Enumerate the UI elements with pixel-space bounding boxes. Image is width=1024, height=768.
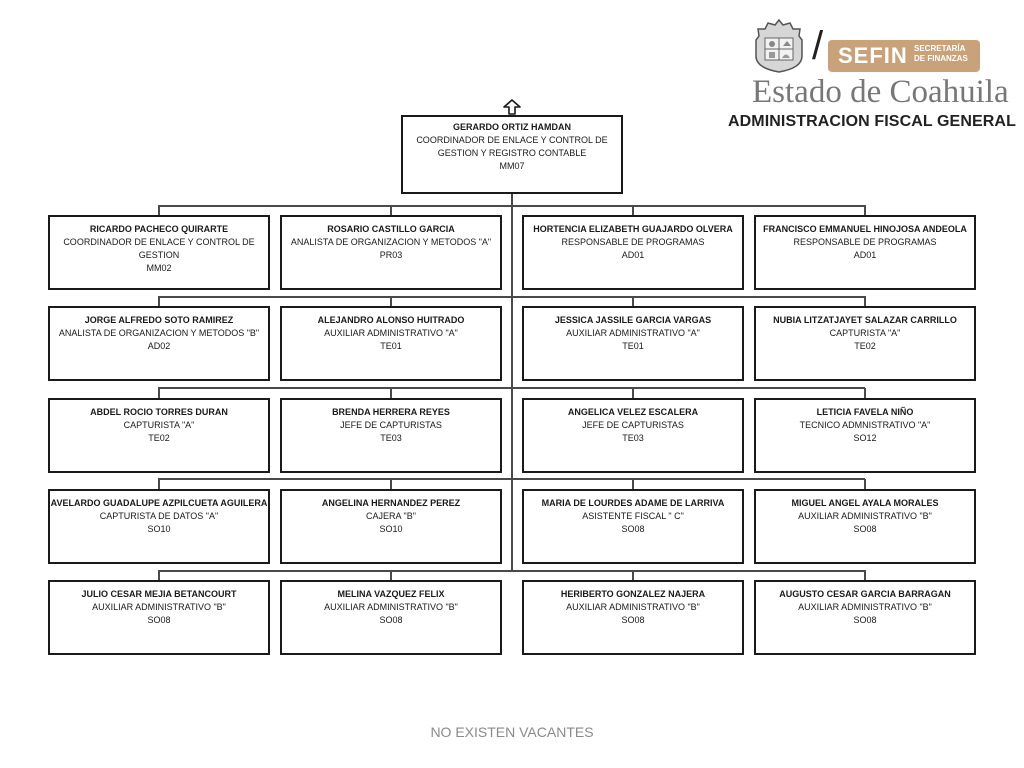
row3-connector: [158, 387, 865, 389]
position-title: AUXILIAR ADMINISTRATIVO "B": [324, 602, 458, 612]
position-name: ALEJANDRO ALONSO HUITRADO: [317, 315, 465, 325]
position-name: NUBIA LITZATJAYET SALAZAR CARRILLO: [773, 315, 957, 325]
position-code: TE01: [622, 341, 644, 351]
header-logo: [728, 14, 1018, 136]
drop-connector: [158, 479, 160, 489]
position-name: JORGE ALFREDO SOTO RAMIREZ: [84, 315, 234, 325]
position-name: MIGUEL ANGEL AYALA MORALES: [791, 498, 939, 508]
row4-connector: [158, 478, 865, 480]
position-box: [754, 489, 976, 564]
position-name: RICARDO PACHECO QUIRARTE: [89, 224, 229, 234]
root-code: MM07: [499, 161, 525, 171]
position-box: [754, 215, 976, 290]
agency-name: ADMINISTRACION FISCAL GENERAL: [728, 113, 1016, 130]
position-name: BRENDA HERRERA REYES: [332, 407, 450, 417]
sefin-badge: [828, 40, 980, 72]
position-box: [522, 306, 744, 381]
drop-connector: [158, 388, 160, 398]
position-box: [754, 398, 976, 473]
position-name: ABDEL ROCIO TORRES DURAN: [90, 407, 228, 417]
drop-connector: [864, 205, 866, 215]
position-code: TE01: [380, 341, 402, 351]
position-box: [280, 580, 502, 655]
position-name: HORTENCIA ELIZABETH GUAJARDO OLVERA: [533, 224, 733, 234]
root-title: COORDINADOR DE ENLACE Y CONTROL DE GESTION Y REGISTRO CONTABLE: [416, 135, 608, 158]
drop-connector: [864, 479, 866, 489]
drop-connector: [864, 296, 866, 306]
drop-connector: [632, 570, 634, 580]
position-code: SO08: [621, 524, 645, 534]
position-box: [522, 215, 744, 290]
position-name: FRANCISCO EMMANUEL HINOJOSA ANDEOLA: [763, 224, 967, 234]
root-name: GERARDO ORTIZ HAMDAN: [453, 122, 571, 132]
row5-connector: [158, 570, 865, 572]
position-name: ANGELINA HERNANDEZ PEREZ: [321, 498, 461, 508]
position-title: TECNICO ADMNISTRATIVO "A": [799, 420, 931, 430]
position-title: RESPONSABLE DE PROGRAMAS: [793, 237, 937, 247]
position-title: JEFE DE CAPTURISTAS: [340, 420, 442, 430]
position-code: SO12: [853, 433, 877, 443]
position-code: SO08: [853, 615, 877, 625]
position-box: [280, 398, 502, 473]
position-code: SO08: [147, 615, 171, 625]
position-code: TE03: [380, 433, 402, 443]
position-title: CAJERA "B": [366, 511, 416, 521]
position-name: JULIO CESAR MEJIA BETANCOURT: [81, 589, 237, 599]
drop-connector: [390, 296, 392, 306]
position-title: CAPTURISTA "A": [829, 328, 901, 338]
position-name: HERIBERTO GONZALEZ NAJERA: [560, 589, 706, 599]
row1-connector: [158, 205, 865, 207]
position-code: SO08: [379, 615, 403, 625]
position-box: [280, 306, 502, 381]
drop-connector: [390, 205, 392, 215]
position-name: JESSICA JASSILE GARCIA VARGAS: [554, 315, 712, 325]
position-code: SO10: [147, 524, 171, 534]
position-box: [522, 580, 744, 655]
coat-of-arms-icon: [752, 18, 806, 74]
row2-connector: [158, 296, 865, 298]
position-code: SO10: [379, 524, 403, 534]
position-name: AUGUSTO CESAR GARCIA BARRAGAN: [779, 589, 951, 599]
drop-connector: [632, 205, 634, 215]
position-code: AD02: [147, 341, 171, 351]
drop-connector: [864, 570, 866, 580]
position-title: ANALISTA DE ORGANIZACION Y METODOS "A": [290, 237, 492, 247]
position-box: [754, 306, 976, 381]
position-code: MM02: [146, 263, 172, 273]
position-code: SO08: [621, 615, 645, 625]
position-code: SO08: [853, 524, 877, 534]
position-box: [280, 489, 502, 564]
position-box: [522, 489, 744, 564]
position-title: RESPONSABLE DE PROGRAMAS: [561, 237, 705, 247]
position-name: MARIA DE LOURDES ADAME DE LARRIVA: [541, 498, 725, 508]
position-title: ANALISTA DE ORGANIZACION Y METODOS "B": [58, 328, 260, 338]
position-title: COORDINADOR DE ENLACE Y CONTROL DE GESTION: [63, 237, 255, 260]
position-name: MELINA VAZQUEZ FELIX: [337, 589, 445, 599]
position-code: PR03: [379, 250, 403, 260]
position-code: AD01: [621, 250, 645, 260]
position-code: AD01: [853, 250, 877, 260]
position-box: [48, 398, 270, 473]
position-code: TE03: [622, 433, 644, 443]
drop-connector: [390, 388, 392, 398]
position-box: [280, 215, 502, 290]
position-box: [48, 489, 270, 564]
logo-divider: /: [812, 24, 824, 68]
position-title: JEFE DE CAPTURISTAS: [582, 420, 684, 430]
position-box: [48, 580, 270, 655]
position-box: [754, 580, 976, 655]
vacancy-note: NO EXISTEN VACANTES: [430, 724, 594, 740]
drop-connector: [158, 570, 160, 580]
position-name: ROSARIO CASTILLO GARCIA: [327, 224, 455, 234]
drop-connector: [390, 479, 392, 489]
position-title: AUXILIAR ADMINISTRATIVO "B": [92, 602, 226, 612]
position-box: [522, 398, 744, 473]
position-name: AVELARDO GUADALUPE AZPILCUETA AGUILERA: [50, 498, 268, 508]
org-root-box: [401, 115, 623, 194]
position-title: AUXILIAR ADMINISTRATIVO "A": [324, 328, 458, 338]
position-box: [48, 306, 270, 381]
position-name: ANGELICA VELEZ ESCALERA: [567, 407, 699, 417]
position-title: AUXILIAR ADMINISTRATIVO "B": [798, 602, 932, 612]
position-title: AUXILIAR ADMINISTRATIVO "A": [566, 328, 700, 338]
drop-connector: [632, 296, 634, 306]
sefin-subtitle: SECRETARÍA DE FINANZAS: [914, 44, 968, 63]
trunk-connector: [511, 194, 513, 572]
position-code: TE02: [854, 341, 876, 351]
position-title: ASISTENTE FISCAL " C": [582, 511, 684, 521]
position-title: AUXILIAR ADMINISTRATIVO "B": [566, 602, 700, 612]
state-name: Estado de Coahuila: [752, 74, 1009, 110]
drop-connector: [158, 205, 160, 215]
drop-connector: [632, 388, 634, 398]
position-title: CAPTURISTA "A": [123, 420, 195, 430]
position-box: [48, 215, 270, 290]
drop-connector: [864, 388, 866, 398]
position-code: TE02: [148, 433, 170, 443]
position-name: LETICIA FAVELA NIÑO: [816, 407, 914, 417]
org-root-arrow-icon: [503, 99, 521, 115]
position-title: CAPTURISTA DE DATOS "A": [99, 511, 219, 521]
sefin-wordmark: SEFIN: [838, 43, 908, 68]
drop-connector: [390, 570, 392, 580]
drop-connector: [158, 296, 160, 306]
drop-connector: [632, 479, 634, 489]
position-title: AUXILIAR ADMINISTRATIVO "B": [798, 511, 932, 521]
